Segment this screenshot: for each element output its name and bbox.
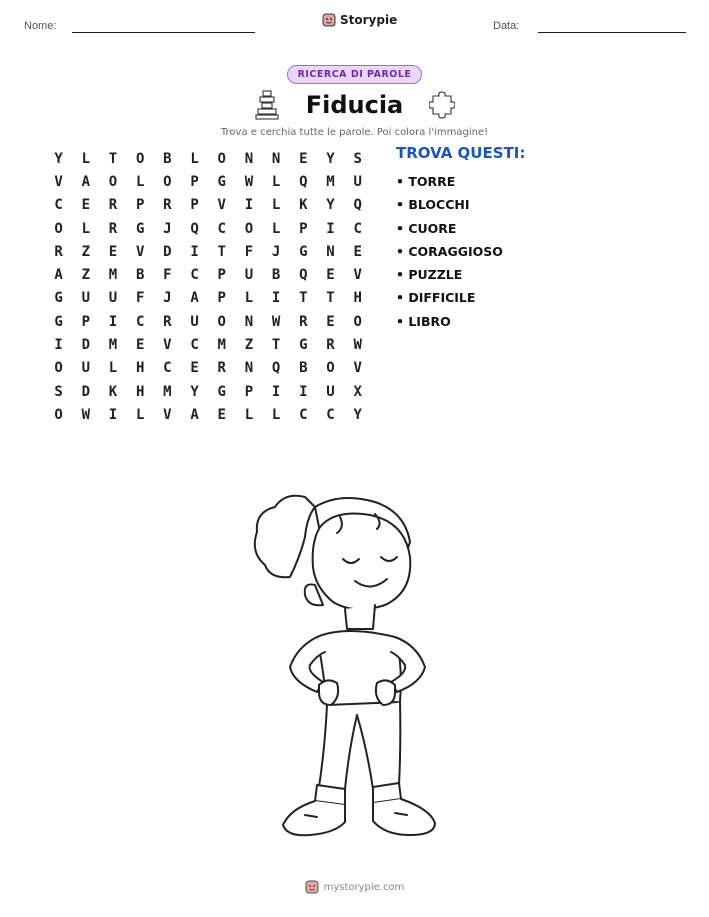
- grid-letter[interactable]: P: [299, 220, 308, 237]
- grid-letter[interactable]: I: [299, 383, 308, 400]
- grid-letter[interactable]: V: [353, 360, 362, 377]
- grid-letter[interactable]: I: [271, 383, 281, 400]
- grid-letter[interactable]: U: [244, 267, 254, 284]
- grid-letter[interactable]: U: [326, 383, 335, 400]
- activity-badge: RICERCA DI PAROLE: [287, 65, 423, 84]
- grid-letter[interactable]: T: [217, 243, 226, 260]
- grid-letter[interactable]: O: [54, 406, 63, 423]
- grid-letter[interactable]: E: [326, 267, 335, 284]
- grid-letter[interactable]: K: [108, 383, 118, 400]
- grid-letter[interactable]: R: [217, 360, 226, 377]
- grid-letter[interactable]: S: [353, 150, 362, 167]
- name-label: Nome:: [24, 20, 57, 32]
- word-item: • TORRE: [396, 174, 456, 189]
- grid-letter[interactable]: L: [244, 406, 254, 423]
- instructions: Trova e cerchia tutte le parole. Poi colora l'immagine!: [220, 127, 489, 138]
- grid-letter[interactable]: O: [244, 220, 254, 237]
- grid-letter[interactable]: M: [108, 267, 118, 284]
- grid-letter[interactable]: O: [54, 220, 63, 237]
- grid-letter[interactable]: F: [244, 243, 254, 260]
- grid-letter[interactable]: M: [326, 173, 335, 190]
- grid-letter[interactable]: O: [163, 173, 172, 190]
- grid-letter[interactable]: O: [108, 173, 118, 190]
- grid-letter[interactable]: O: [217, 313, 226, 330]
- grid-letter[interactable]: R: [108, 220, 118, 237]
- grid-letter[interactable]: R: [163, 197, 172, 214]
- grid-letter[interactable]: E: [217, 406, 226, 423]
- grid-letter[interactable]: D: [81, 337, 90, 354]
- grid-letter[interactable]: I: [108, 406, 118, 423]
- grid-letter[interactable]: V: [353, 267, 362, 284]
- grid-letter[interactable]: U: [190, 313, 199, 330]
- grid-letter[interactable]: K: [299, 197, 308, 214]
- grid-letter[interactable]: O: [217, 150, 226, 167]
- grid-letter[interactable]: N: [326, 243, 335, 260]
- grid-letter[interactable]: V: [163, 406, 172, 423]
- grid-letter[interactable]: A: [54, 267, 63, 284]
- coloring-illustration-girl: [245, 487, 455, 857]
- grid-letter[interactable]: F: [163, 267, 172, 284]
- grid-letter[interactable]: T: [299, 290, 308, 307]
- word-item: • DIFFICILE: [396, 290, 476, 306]
- grid-letter[interactable]: Q: [299, 267, 308, 284]
- grid-letter[interactable]: I: [326, 220, 335, 237]
- grid-letter[interactable]: M: [108, 337, 118, 354]
- grid-letter[interactable]: C: [135, 313, 145, 330]
- grid-letter[interactable]: V: [135, 243, 145, 260]
- grid-letter[interactable]: L: [81, 220, 90, 237]
- grid-letter[interactable]: Z: [81, 267, 90, 284]
- grid-letter[interactable]: L: [271, 173, 281, 190]
- grid-letter[interactable]: T: [326, 290, 335, 307]
- grid-letter[interactable]: Q: [299, 173, 308, 190]
- grid-letter[interactable]: W: [271, 313, 281, 330]
- grid-letter[interactable]: E: [108, 243, 118, 260]
- grid-letter[interactable]: G: [54, 313, 63, 330]
- grid-letter[interactable]: C: [353, 220, 362, 237]
- grid-letter[interactable]: M: [163, 383, 172, 400]
- grid-letter[interactable]: N: [271, 150, 281, 167]
- grid-letter[interactable]: C: [54, 197, 63, 214]
- grid-letter[interactable]: U: [108, 290, 118, 307]
- grid-letter[interactable]: W: [353, 337, 362, 354]
- grid-letter[interactable]: B: [135, 267, 145, 284]
- grid-letter[interactable]: G: [217, 173, 226, 190]
- grid-letter[interactable]: E: [326, 313, 335, 330]
- grid-letter[interactable]: O: [135, 150, 145, 167]
- grid-letter[interactable]: X: [353, 383, 362, 400]
- page-footer: [0, 880, 709, 894]
- grid-letter[interactable]: R: [299, 313, 308, 330]
- block-tower-icon: [254, 90, 280, 120]
- grid-letter[interactable]: P: [217, 290, 226, 307]
- grid-letter[interactable]: G: [299, 337, 308, 354]
- grid-letter[interactable]: H: [135, 360, 145, 377]
- word-item: • CORAGGIOSO: [396, 243, 503, 259]
- grid-letter[interactable]: B: [163, 150, 172, 167]
- grid-letter[interactable]: S: [54, 383, 63, 400]
- grid-letter[interactable]: J: [163, 220, 172, 237]
- grid-letter[interactable]: G: [54, 290, 63, 307]
- date-field-line[interactable]: [538, 32, 686, 33]
- grid-letter[interactable]: Q: [190, 220, 199, 237]
- grid-letter[interactable]: O: [353, 313, 362, 330]
- grid-letter[interactable]: Y: [190, 383, 199, 400]
- grid-letter[interactable]: N: [244, 360, 254, 377]
- page-title: Fiducia: [305, 91, 404, 119]
- grid-letter[interactable]: Q: [353, 197, 362, 214]
- grid-letter[interactable]: G: [135, 220, 145, 237]
- grid-letter[interactable]: B: [299, 360, 308, 377]
- grid-letter[interactable]: P: [190, 173, 199, 190]
- grid-letter[interactable]: E: [190, 360, 199, 377]
- grid-letter[interactable]: I: [271, 290, 281, 307]
- grid-letter[interactable]: R: [163, 313, 172, 330]
- grid-letter[interactable]: L: [271, 406, 281, 423]
- grid-letter[interactable]: Q: [271, 360, 281, 377]
- letter-grid: [45, 147, 371, 427]
- grid-letter[interactable]: E: [299, 150, 308, 167]
- brand-name: Storypie: [340, 13, 398, 27]
- grid-letter[interactable]: V: [163, 337, 172, 354]
- grid-letter[interactable]: C: [163, 360, 172, 377]
- footer-url[interactable]: mystorypie.com: [323, 881, 405, 893]
- brand: [322, 13, 397, 27]
- name-field-line[interactable]: [72, 32, 255, 33]
- grid-letter[interactable]: C: [190, 337, 199, 354]
- grid-letter[interactable]: Z: [244, 337, 254, 354]
- grid-letter[interactable]: U: [81, 290, 90, 307]
- grid-letter[interactable]: P: [135, 197, 145, 214]
- word-list-title: TROVA QUESTI:: [396, 144, 526, 162]
- grid-letter[interactable]: O: [54, 360, 63, 377]
- title-row: [0, 90, 709, 120]
- grid-letter[interactable]: U: [81, 360, 90, 377]
- grid-letter[interactable]: M: [217, 337, 226, 354]
- grid-letter[interactable]: G: [299, 243, 308, 260]
- grid-letter[interactable]: L: [135, 173, 145, 190]
- grid-letter[interactable]: E: [135, 337, 145, 354]
- word-item: • PUZZLE: [396, 267, 463, 283]
- grid-letter[interactable]: T: [108, 150, 118, 167]
- grid-letter[interactable]: C: [217, 220, 226, 237]
- grid-letter[interactable]: R: [108, 197, 118, 214]
- grid-letter[interactable]: H: [353, 290, 362, 307]
- grid-letter[interactable]: N: [244, 150, 254, 167]
- grid-letter[interactable]: A: [190, 290, 199, 307]
- word-item: • BLOCCHI: [396, 197, 470, 213]
- grid-letter[interactable]: R: [54, 243, 63, 260]
- grid-letter[interactable]: I: [190, 243, 199, 260]
- grid-letter[interactable]: L: [108, 360, 118, 377]
- grid-letter[interactable]: A: [81, 173, 90, 190]
- grid-letter[interactable]: C: [190, 267, 199, 284]
- grid-letter[interactable]: I: [54, 337, 63, 354]
- grid-letter[interactable]: C: [299, 406, 308, 423]
- grid-letter[interactable]: U: [353, 173, 362, 190]
- grid-letter[interactable]: Y: [54, 150, 63, 167]
- grid-letter[interactable]: Y: [326, 197, 335, 214]
- storypie-logo-icon: [305, 880, 319, 894]
- grid-letter[interactable]: P: [244, 383, 254, 400]
- grid-letter[interactable]: H: [135, 383, 145, 400]
- puzzle-piece-icon: [429, 90, 455, 120]
- grid-letter[interactable]: P: [217, 267, 226, 284]
- grid-letter[interactable]: J: [163, 290, 172, 307]
- grid-letter[interactable]: V: [54, 173, 63, 190]
- grid-letter[interactable]: L: [81, 150, 90, 167]
- grid-letter[interactable]: D: [163, 243, 172, 260]
- word-item: • LIBRO: [396, 313, 451, 329]
- grid-letter[interactable]: I: [108, 313, 118, 330]
- grid-letter[interactable]: D: [81, 383, 90, 400]
- grid-letter[interactable]: L: [271, 197, 281, 214]
- grid-letter[interactable]: A: [190, 406, 199, 423]
- grid-letter[interactable]: J: [271, 243, 281, 260]
- grid-letter[interactable]: Y: [353, 406, 362, 423]
- grid-letter[interactable]: L: [271, 220, 281, 237]
- grid-letter[interactable]: C: [326, 406, 335, 423]
- grid-letter[interactable]: F: [135, 290, 145, 307]
- badge-wrap: [0, 65, 709, 84]
- grid-letter[interactable]: N: [244, 313, 254, 330]
- page-header: [0, 0, 709, 50]
- word-list: [396, 144, 525, 333]
- grid-letter[interactable]: O: [326, 360, 335, 377]
- grid-letter[interactable]: Y: [326, 150, 335, 167]
- grid-letter[interactable]: E: [81, 197, 90, 214]
- grid-letter[interactable]: T: [271, 337, 281, 354]
- grid-letter[interactable]: V: [217, 197, 226, 214]
- storypie-logo-icon: [322, 13, 336, 27]
- grid-letter[interactable]: E: [353, 243, 362, 260]
- grid-letter[interactable]: P: [81, 313, 90, 330]
- grid-letter[interactable]: L: [190, 150, 199, 167]
- grid-letter[interactable]: R: [326, 337, 335, 354]
- word-item: • CUORE: [396, 220, 457, 236]
- grid-letter[interactable]: B: [271, 267, 281, 284]
- grid-letter[interactable]: P: [190, 197, 199, 214]
- grid-letter[interactable]: W: [81, 406, 90, 423]
- grid-letter[interactable]: L: [244, 290, 254, 307]
- grid-letter[interactable]: I: [244, 197, 254, 214]
- grid-letter[interactable]: G: [217, 383, 226, 400]
- grid-letter[interactable]: W: [244, 173, 254, 190]
- grid-letter[interactable]: L: [135, 406, 145, 423]
- grid-letter[interactable]: Z: [81, 243, 90, 260]
- date-label: Data:: [493, 20, 520, 32]
